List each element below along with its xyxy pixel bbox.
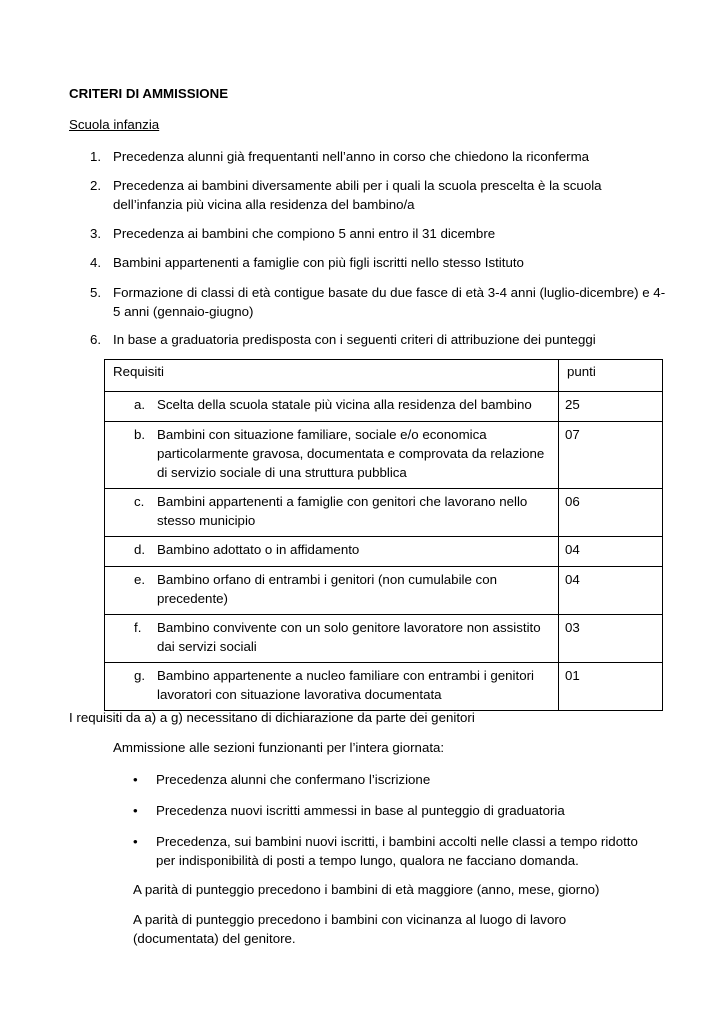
- row-requirement: Bambino orfano di entrambi i genitori (non cumulabile con precedente): [157, 572, 497, 606]
- row-requirement: Bambino convivente con un solo genitore lavoratore non assistito dai servizi sociali: [157, 620, 541, 654]
- header-requisiti: Requisiti: [113, 364, 164, 379]
- criterion-text: Precedenza ai bambini diversamente abili per i quali la scuola prescelta è la scuola dell’infanzia più vicina alla residenza del bambino/a: [113, 178, 602, 212]
- criterion-text: Precedenza ai bambini che compiono 5 anni entro il 31 dicembre: [113, 226, 496, 241]
- requirements-note: I requisiti da a) a g) necessitano di dichiarazione da parte dei genitori: [69, 710, 475, 725]
- row-letter: d.: [134, 542, 146, 557]
- bullet-icon: •: [133, 803, 138, 818]
- criterion-number: 1.: [90, 149, 102, 164]
- section-subtitle: Scuola infanzia: [69, 117, 160, 132]
- bullet-icon: •: [133, 834, 138, 849]
- row-letter: c.: [134, 494, 145, 509]
- table-row: [105, 392, 663, 422]
- criterion-text: In base a graduatoria predisposta con i seguenti criteri di attribuzione dei punteggi: [113, 332, 596, 347]
- table-header-row: [105, 360, 663, 392]
- row-requirement: Bambini con situazione familiare, sociale e/o economica particolarmente gravosa, documentata e comprovata da relazione di servizio sociale di una struttura pubblica: [157, 427, 545, 480]
- row-requirement: Bambini appartenenti a famiglie con genitori che lavorano nello stesso municipio: [157, 494, 528, 528]
- row-points: 01: [565, 668, 580, 683]
- criterion-number: 6.: [90, 332, 102, 347]
- row-points: 04: [565, 572, 580, 587]
- table-row: [105, 567, 663, 615]
- admission-heading: Ammissione alle sezioni funzionanti per l’intera giornata:: [113, 740, 445, 755]
- row-requirement: Scelta della scuola statale più vicina alla residenza del bambino: [157, 397, 532, 412]
- row-letter: f.: [134, 620, 142, 635]
- criterion-text: Formazione di classi di età contigue basate du due fasce di età 3-4 anni (luglio-dicembre) e 4-5 anni (gennaio-giugno): [113, 285, 666, 319]
- row-points: 04: [565, 542, 580, 557]
- row-points: 03: [565, 620, 580, 635]
- row-letter: e.: [134, 572, 146, 587]
- criterion-text: Precedenza alunni già frequentanti nell’anno in corso che chiedono la riconferma: [113, 149, 590, 164]
- row-requirement: Bambino adottato o in affidamento: [157, 542, 360, 557]
- header-punti: punti: [567, 364, 596, 379]
- criterion-number: 3.: [90, 226, 102, 241]
- row-points: 06: [565, 494, 580, 509]
- header-cell: [559, 360, 663, 392]
- criterion-number: 5.: [90, 285, 102, 300]
- bullet-text: Precedenza, sui bambini nuovi iscritti, i bambini accolti nelle classi a tempo ridotto per indisponibilità di posti a tempo lungo, qualora ne facciano domanda.: [156, 834, 638, 868]
- table-row: [105, 489, 663, 537]
- row-requirement: Bambino appartenente a nucleo familiare con entrambi i genitori lavoratori con situazione lavorativa documentata: [157, 668, 534, 702]
- table-row: [105, 422, 663, 489]
- row-letter: a.: [134, 397, 146, 412]
- row-points: 07: [565, 427, 580, 442]
- requirements-table: [104, 359, 663, 711]
- criterion-text: Bambini appartenenti a famiglie con più figli iscritti nello stesso Istituto: [113, 255, 524, 270]
- criterion-number: 2.: [90, 178, 102, 193]
- tie-break-paragraph: A parità di punteggio precedono i bambini di età maggiore (anno, mese, giorno): [133, 882, 600, 897]
- table-row: [105, 537, 663, 567]
- row-letter: b.: [134, 427, 146, 442]
- document-title: CRITERI DI AMMISSIONE: [69, 86, 229, 101]
- header-cell: [105, 360, 559, 392]
- row-points: 25: [565, 397, 580, 412]
- table-row: [105, 663, 663, 711]
- table-row: [105, 615, 663, 663]
- row-letter: g.: [134, 668, 146, 683]
- criterion-number: 4.: [90, 255, 102, 270]
- tie-break-paragraph: A parità di punteggio precedono i bambini con vicinanza al luogo di lavoro (documentata) del genitore.: [133, 912, 567, 946]
- bullet-text: Precedenza alunni che confermano l’iscrizione: [156, 772, 431, 787]
- bullet-icon: •: [133, 772, 138, 787]
- bullet-text: Precedenza nuovi iscritti ammessi in base al punteggio di graduatoria: [156, 803, 565, 818]
